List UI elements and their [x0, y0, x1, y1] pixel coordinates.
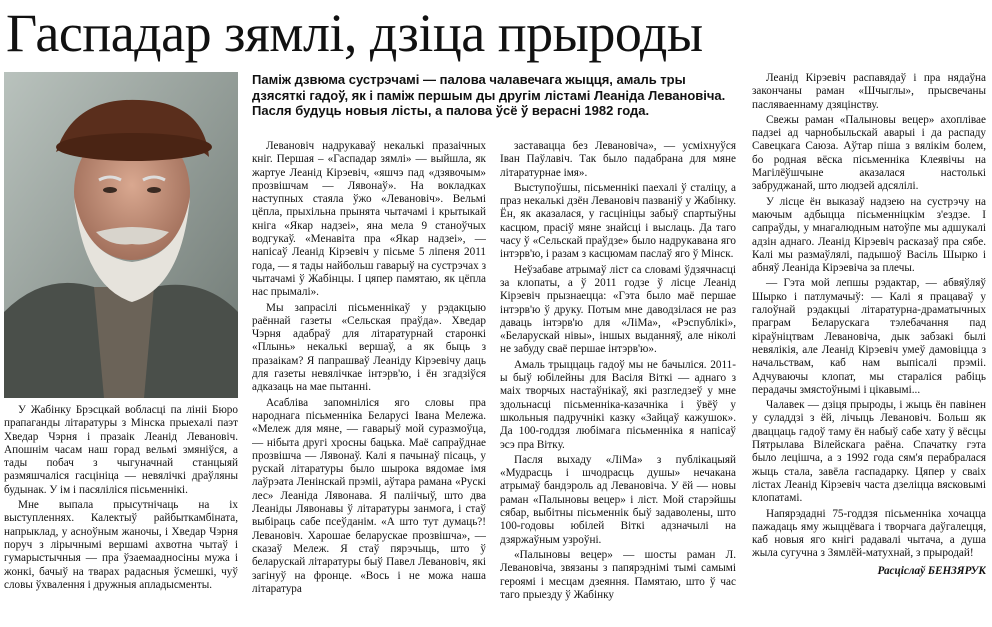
paragraph: — Гэта мой лепшы рэдактар, — абвяўляў Шырко і патлумачыў: — Калі я працаваў у галоўнай рэдакцыі літаратурна-драматычных праграм Беларускага тэлебачання пад кіраўніцтвам Левановіча, дык забзакі былі невялікія, але Леанід Кірэевіч умеў дамовіцца з начальствам, каб нам выпісалі прэміі. Адчуваючы клопат, мы стараліся рабіць перадачы змястоўнымі і цікавымі...: [752, 277, 986, 396]
paragraph: Неўзабаве атрымаў ліст са словамі ўдзячнасці за клопаты, а ў 2011 годзе ў лісце Леанід Кірэевіч прызнаецца: «Гэта было маё першае інтэрв'ю ў друку. Потым мне даводзілася не раз даваць інтэрв'ю для «ЛіМа», «Рэспублікі», «Беларускай нівы», іншых выданняў, але ніколі не забуду сваё першае інтэрв'ю».: [500, 263, 736, 356]
column-4: [752, 72, 986, 626]
paragraph: У лісце ён выказаў надзею на сустрэчу на маючым адбыцца пісьменніцкім з'ездзе. І сапраўды, у мнагалюдным натоўпе мы адшукалі адзін аднаго. Леанід Кірэевіч расказаў пра сябе. Калі мы размаўлялі, падышоў Васіль Шырко і абняў Леаніда Кірэевіча за плечы.: [752, 195, 986, 275]
headline: Гаспадар зямлі, дзіца прыроды: [6, 3, 703, 63]
column-1: [4, 404, 238, 626]
paragraph: Свежы раман «Палыновы вецер» ахоплівае падзеі ад чарнобыльскай аварыі і да распаду Савецкага Саюза. Аўтар піша з вялікім болем, бо родная вёска пісьменніка Клеявічы на Магілёўшчыне аказалася настолькі забруджанай, што людзей адсялілі.: [752, 113, 986, 193]
paragraph: Леанід Кірэевіч распавядаў і пра нядаўна закончаны раман «Шчыглы», прысвечаны пасляваеннаму дзяцінству.: [752, 72, 986, 111]
paragraph: Амаль трыццаць гадоў мы не бачыліся. 2011-ы быў юбілейны для Васіля Віткі — аднаго з маіх творчых настаўнікаў, які разгледзеў у мне здольнасці пісьменніка-казачніка і ўвёў у школьныя падручнікі казку «Зайцаў кажушок». Да 100-годдзя любімага пісьменніка я напісаў эсэ пра Вітку.: [500, 358, 736, 451]
paragraph: Мне выпала прысутнічаць на іх выступленнях. Калектыў райбыткамбіната, напрыклад, у асноўным жаночы, і Хведар Чэрня поруч з лірычнымі вершамі ахвотна чытаў і гумарыстычныя — пра ўзаемаадносіны мужа і жонкі, бачыў на тварах радасныя ўсмешкі, чуў словы ўхвалення і дружныя апладысменты.: [4, 499, 238, 591]
author-signature: Расціслаў БЕНЗЯРУК: [877, 564, 986, 577]
column-3: [500, 140, 736, 626]
paragraph: Пасля выхаду «ЛіМа» з публікацыяй «Мудрасць і шчодрасць душы» нечакана атрымаў бандэроль ад Левановіча. У ёй — новы раман «Палыновы вецер» і ліст. Мой старэйшы сябар, выбітны пісьменнік быў задаволены, што 100-годовы юбілей Віткі адзначылі на дзяржаўным узроўні.: [500, 453, 736, 546]
paragraph: Чалавек — дзіця прыроды, і жыць ён павінен у суладдзі з ёй, лічыць Левановіч. Больш як дваццаць гадоў таму ён набыў сабе хату ў вёсцы Пятрылава Вілейскага раёна. Спачатку гэта было лецішча, а з 1992 года сям'я перабралася жыць стала, завёла гаспадарку. Цяпер у сваіх лістах Леанід Кірэевіч часта дзеліцца вясковымі клопатамі.: [752, 399, 986, 505]
paragraph: Мы запрасілі пісьменнікаў у рэдакцыю раённай газеты «Сельская праўда». Хведар Чэрня адабраў для літаратурнай старонкі «Плынь» некалькі вершаў, а як быць з празаікам? Я папрашваў Леаніду Кірэевічу даць для газеты невялічкае інтэрв'ю, і ён згадзіўся адказаць на мае пытанні.: [252, 301, 486, 394]
paragraph: У Жабінку Брэсцкай вобласці па лініі Бюро прапаганды літаратуры з Мінска прыехалі паэт Хведар Чэрня і празаік Леанід Левановіч. Апошнім часам наш горад вельмі змяніўся, а тады побач з чыгуначнай станцыяй размяшчаліся гасцініца — невялічкі драўляны будынак. У ім і пасяліліся пісьменнікі.: [4, 404, 238, 496]
paragraph: «Палыновы вецер» — шосты раман Л. Левановіча, звязаны з папярэднімі тымі самымі героямі і месцам дзеяння. Памятаю, што ў час таго прыезду ў Жабінку: [500, 548, 736, 601]
paragraph: Асабліва запомніліся яго словы пра народнага пісьменніка Беларусі Івана Мележа. «Мележ для мяне, — гаварыў мой суразмоўца, — нібыта другі хросны бацька. Маё сапраўднае прозвішча — Лявонаў. Калі я пачынаў пісаць, у рускай літаратуры было шырока вядомае імя лаўрэата Ленінскай прэміі, аўтара рамана «Рускі лес» Леаніда Лявонава. Я паліічыў, што два Леаніды Лявонавы ў літаратуры занмога, і стаў выбіраць сабе псеўданім. «А што тут думаць?! Левановіч. Харошае беларускае прозвішча», — сказаў Мележ. Я стаў пярэчыць, што ў беларускай літаратуры быў Павел Левановіч, які загінуў на фронце. «Вось і не можа наша літаратура: [252, 396, 486, 595]
lead-paragraph: Паміж дзвюма сустрэчамі — палова чалавечага жыцця, амаль тры дзясяткі гадоў, як і паміж першым ды другім лістамі Леаніда Левановіча. Пасля будуць новыя лісты, а палова ўсё ў верасні 1982 года.: [252, 72, 726, 119]
paragraph: Напярэдадні 75-годдзя пісьменніка хочацца пажадаць яму жыццёвага і творчага даўгалецця, каб новыя яго кнігі радавалі чытача, а душа жыла сугучна з Зямлёй-матухнай, з прыродай!: [752, 507, 986, 560]
paragraph: Левановіч надрукаваў некалькі празаічных кніг. Першая – «Гаспадар зямлі» — выйшла, як жартуе Леанід Кірэевіч, «яшчэ пад «дзявочым» прозвішчам — Лявонаў». На вокладках наступных стаяла ўжо «Левановіч». Вельмі цёпла, прыхільна прынята чытачамі і крытыкай кніга «Якар надзеі», яна мела 9 станоўчых водгукаў. «Менавіта пра «Якар надзеі», — напісаў Леанід Кірэевіч у пісьме 5 ліпеня 2011 года, — я тады найбольш гаварыў на сустрэчах з чытачамі ў Жабінцы. І цяпер памятаю, як цёпла нас прымалі».: [252, 140, 486, 299]
author-photo: [4, 72, 238, 398]
paragraph: Выступоўшы, пісьменнікі паехалі ў сталіцу, а праз некалькі дзён Левановіч пазваніў у Жабінку. Ён, як аказалася, у гасцініцы забыў спартыўны касцюм, прасіў мяне знайсці і выслаць. Да таго часу ў «Сельскай праўдзе» было надрукавана яго інтэрв'ю, і разам з касцюмам паслаў яго ў Мінск.: [500, 181, 736, 261]
portrait-image: [4, 72, 238, 398]
column-2: [252, 140, 486, 626]
paragraph: заставацца без Левановіча», — усміхнуўся Іван Паўлавіч. Так было падабрана для мяне літаратурнае імя».: [500, 140, 736, 179]
